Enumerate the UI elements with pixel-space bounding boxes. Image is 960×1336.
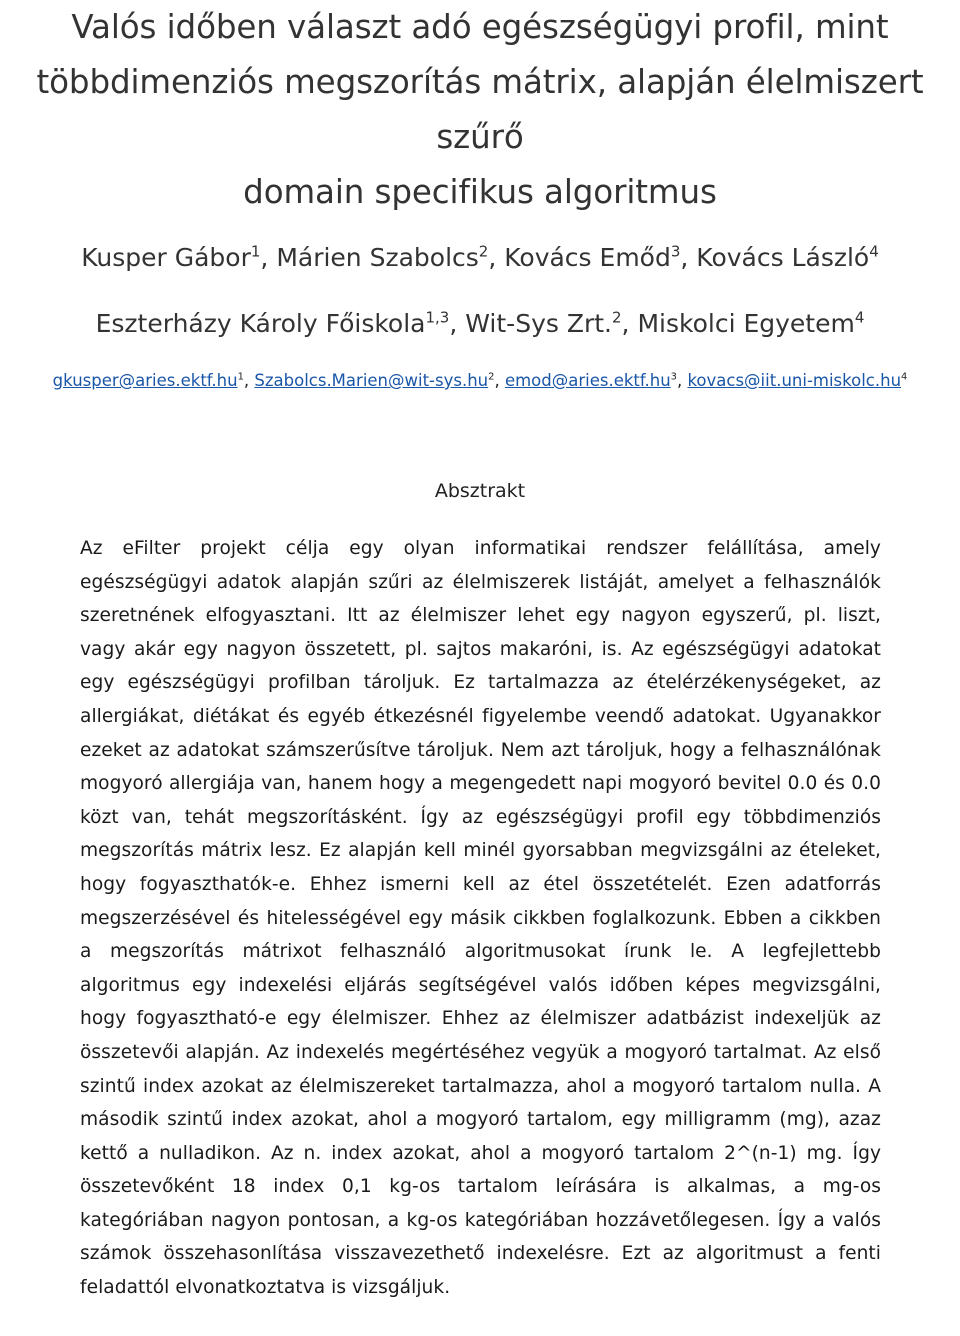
author-name: Márien Szabolcs	[276, 243, 479, 272]
author	[81, 243, 276, 272]
affiliation-name: Eszterházy Károly Főiskola	[95, 309, 426, 338]
affiliation	[465, 309, 637, 338]
author-separator: ,	[680, 243, 697, 272]
author-mark: 2	[478, 242, 489, 261]
paper-title	[0, 0, 960, 220]
email-mark: 1	[237, 371, 244, 383]
email-entry	[687, 371, 907, 390]
email-entry	[254, 371, 505, 390]
abstract-heading: Absztrakt	[434, 480, 526, 502]
author-separator: ,	[260, 243, 277, 272]
affiliation-name: Wit-Sys Zrt.	[465, 309, 612, 338]
email-link[interactable]: gkusper@aries.ektf.hu	[52, 371, 238, 390]
affiliation-mark: 2	[612, 308, 622, 327]
paper-title-line-3: domain specifikus algoritmus	[243, 173, 717, 211]
author-name: Kusper Gábor	[81, 243, 251, 272]
author-mark: 1	[250, 242, 261, 261]
affiliation-list	[0, 304, 960, 344]
affiliation-mark: 1,3	[425, 308, 450, 327]
email-separator: ,	[676, 371, 688, 390]
email-link[interactable]: emod@aries.ektf.hu	[504, 371, 671, 390]
abstract-body: Az eFilter projekt célja egy olyan informatikai rendszer felállítása, amely egészségügyi adatok alapján szűri az élelmiszerek listáját, amelyet a felhasználók szeretnének elfogyasztani. Itt az élelmiszer lehet egy nagyon egyszerű, pl. liszt, vagy akár egy nagyon összetett, pl. sajtos makaróni, is. Az egészségügyi adatokat egy egészségügyi profilban tároljuk. Ez tartalmazza az ételérzékenységeket, az allergiákat, diétákat és egyéb étkezésnél figyelembe veendő adatokat. Ugyanakkor ezeket az adatokat számszerűsítve tároljuk. Nem azt tároljuk, hogy a felhasználónak mogyoró allergiája van, hanem hogy a megengedett napi mogyoró bevitel 0.0 és 0.0 közt van, tehát megszorításként. Így az egészségügyi profil egy többdimenziós megszorítás mátrix lesz. Ez alapján kell minél gyorsabban megvizsgálni az ételeket, hogy fogyaszthatók-e. Ehhez ismerni kell az étel összetételét. Ezen adatforrás megszerzésével és hitelességével egy másik cikkben foglalkozunk. Ebben a cikkben a megszorítás mátrixot felhasználó algoritmusokat írunk le. A legfejlettebb algoritmus egy indexelési eljárás segítségével valós időben képes megvizsgálni, hogy fogyasztható-e egy élelmiszer. Ehhez az élelmiszer adatbázist indexeljük az összetevői alapján. Az indexelés megértéséhez vegyük a mogyoró tartalmat. Az első szintű index azokat az élelmiszereket tartalmazza, ahol a mogyoró tartalom nulla. A második szintű index azokat, ahol a mogyoró tartalom, egy milligramm (mg), azaz kettő a nulladikon. Az n. index azokat, ahol a mogyoró tartalom 2^(n-1) mg. Így összetevőként 18 index 0,1 kg-os tartalom leírására is alkalmas, a mg-os kategóriában nagyon pontosan, a kg-os kategóriában hozzávetőlegesen. Így a valós számok összehasonlítása visszavezethető indexelésre. Ezt az algoritmust a fenti feladattól elvonatkoztatva is vizsgáljuk.	[80, 538, 881, 1299]
author	[696, 243, 878, 272]
author-name: Kovács László	[696, 243, 870, 272]
paper-title-line-1: Valós időben választ adó egészségügyi profil, mint	[71, 8, 889, 46]
email-link[interactable]: kovacs@iit.uni-miskolc.hu	[687, 371, 902, 390]
email-separator: ,	[243, 371, 255, 390]
email-link[interactable]: Szabolcs.Marien@wit-sys.hu	[254, 371, 489, 390]
email-entry	[53, 371, 255, 390]
affiliation-separator: ,	[621, 309, 638, 338]
email-separator: ,	[494, 371, 505, 390]
affiliation-separator: ,	[449, 309, 466, 338]
author-separator: ,	[488, 243, 505, 272]
email-list	[0, 366, 960, 396]
author	[504, 243, 696, 272]
author-name: Kovács Emőd	[504, 243, 671, 272]
paper-title-line-2: többdimenziós megszorítás mátrix, alapján élelmiszert szűrő	[36, 63, 924, 156]
email-entry	[505, 371, 688, 390]
author	[276, 243, 504, 272]
affiliation-mark: 4	[854, 308, 865, 327]
affiliation	[96, 309, 466, 338]
author-list	[0, 238, 960, 278]
affiliation-name: Miskolci Egyetem	[637, 309, 855, 338]
email-mark: 2	[488, 371, 495, 383]
author-mark: 3	[670, 242, 681, 261]
email-mark: 4	[901, 371, 908, 383]
author-mark: 4	[869, 242, 879, 261]
email-mark: 3	[670, 371, 677, 383]
affiliation	[637, 309, 864, 338]
